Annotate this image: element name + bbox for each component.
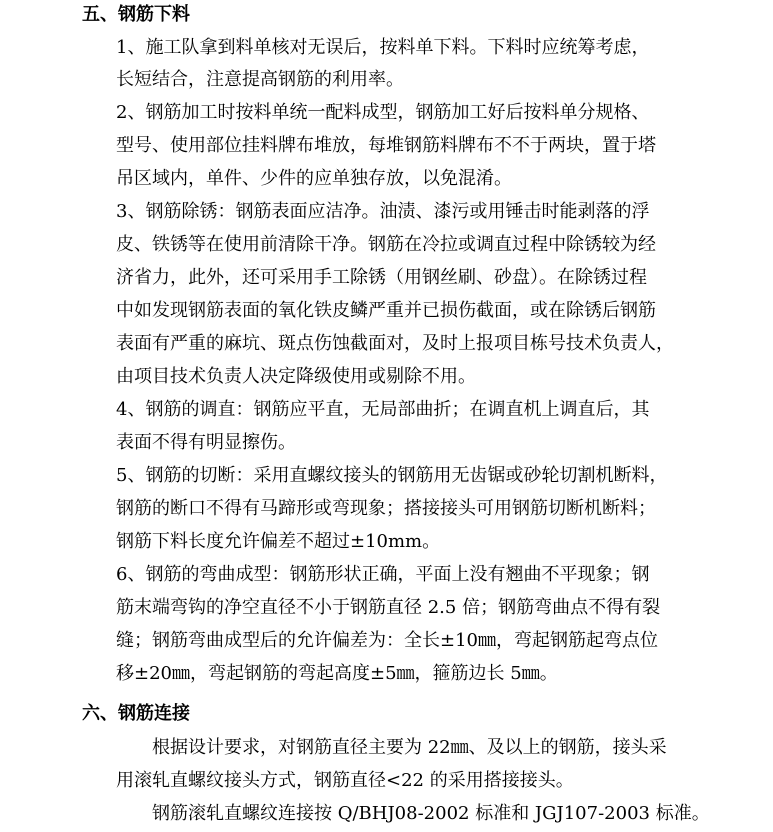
section-5-line: 由项目技术负责人决定降级使用或剔除不用。	[116, 366, 476, 387]
section-5-line: 型号、使用部位挂料牌布堆放，每堆钢筋料牌布不不于两块，置于塔	[116, 135, 656, 156]
section-5-line: 中如发现钢筋表面的氧化铁皮鳞严重并已损伤截面，或在除锈后钢筋	[116, 300, 656, 321]
section-6-line: 用滚轧直螺纹接头方式，钢筋直径<22 的采用搭接接头。	[116, 770, 574, 791]
section-5-line: 长短结合，注意提高钢筋的利用率。	[116, 69, 404, 90]
section-5-line: 表面有严重的麻坑、斑点伤蚀截面对，及时上报项目栋号技术负责人，	[116, 333, 674, 354]
section-5-line: 表面不得有明显擦伤。	[116, 432, 296, 453]
section-5-heading: 五、钢筋下料	[82, 4, 190, 25]
section-5-line: 1、施工队拿到料单核对无误后，按料单下料。下料时应统筹考虑，	[116, 37, 650, 58]
section-5-line: 缝；钢筋弯曲成型后的允许偏差为：全长±10㎜，弯起钢筋起弯点位	[116, 630, 658, 651]
section-5-line: 5、钢筋的切断：采用直螺纹接头的钢筋用无齿锯或砂轮切割机断料，	[116, 465, 668, 486]
section-5-line: 钢筋下料长度允许偏差不超过±10mm。	[116, 531, 441, 552]
section-6-heading: 六、钢筋连接	[82, 703, 190, 724]
section-5-line: 钢筋的断口不得有马蹄形或弯现象；搭接接头可用钢筋切断机断料；	[116, 498, 656, 519]
section-5-line: 筋末端弯钩的净空直径不小于钢筋直径 2.5 倍；钢筋弯曲点不得有裂	[116, 597, 661, 618]
section-5-line: 吊区域内，单件、少件的应单独存放，以免混淆。	[116, 168, 512, 189]
section-5-line: 移±20㎜，弯起钢筋的弯起高度±5㎜，箍筋边长 5㎜。	[116, 663, 558, 684]
section-5-line: 6、钢筋的弯曲成型：钢筋形状正确，平面上没有翘曲不平现象；钢	[116, 564, 650, 585]
section-5-line: 皮、铁锈等在使用前清除干净。钢筋在冷拉或调直过程中除锈较为经	[116, 234, 656, 255]
section-6-line: 根据设计要求，对钢筋直径主要为 22㎜、及以上的钢筋，接头采	[152, 737, 667, 758]
section-5-line: 3、钢筋除锈：钢筋表面应洁净。油渍、漆污或用锤击时能剥落的浮	[116, 201, 650, 222]
section-6-line: 钢筋滚轧直螺纹连接按 Q/BHJ08-2002 标准和 JGJ107-2003 标准。	[152, 803, 710, 824]
section-5-line: 4、钢筋的调直：钢筋应平直，无局部曲折；在调直机上调直后，其	[116, 399, 650, 420]
section-5-line: 2、钢筋加工时按料单统一配料成型，钢筋加工好后按料单分规格、	[116, 102, 650, 123]
section-5-line: 济省力，此外，还可采用手工除锈（用钢丝刷、砂盘）。在除锈过程	[116, 267, 647, 288]
